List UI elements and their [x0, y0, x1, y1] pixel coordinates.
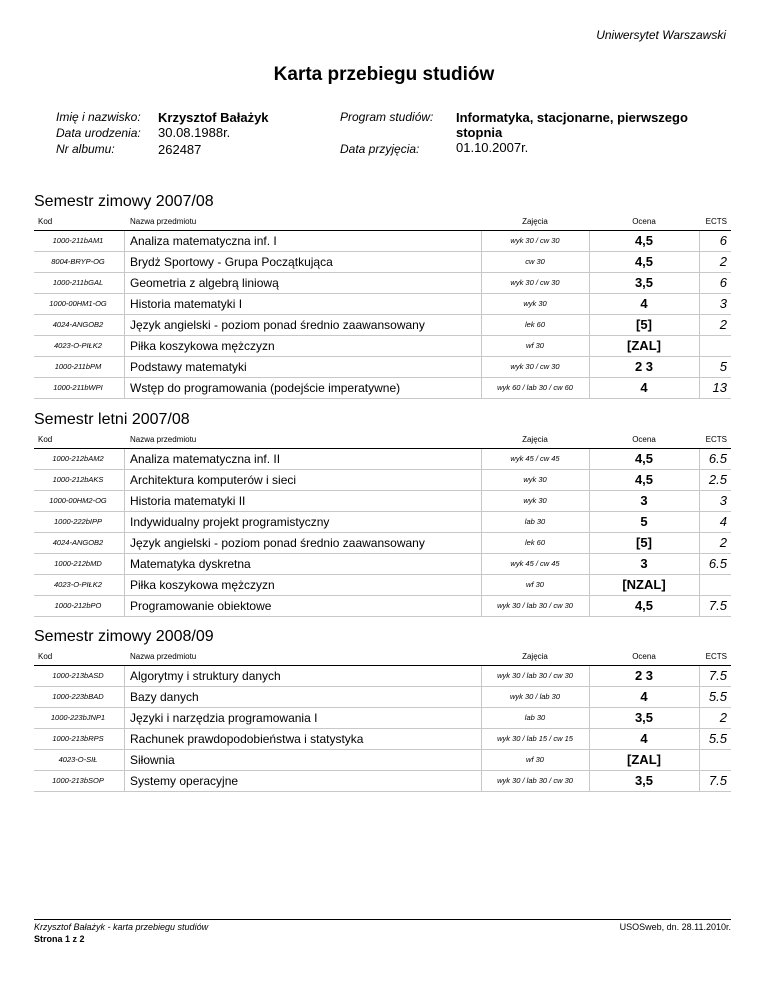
course-classes: wyk 30 / lab 30 / cw 30 [497, 671, 573, 680]
column-divider [589, 512, 590, 532]
course-classes: wyk 30 / cw 30 [510, 278, 560, 287]
column-divider [124, 729, 125, 749]
column-divider [589, 273, 590, 293]
column-divider [699, 708, 700, 728]
column-divider [481, 750, 482, 770]
course-name: Podstawy matematyki [130, 360, 247, 374]
course-name: Indywidualny projekt programistyczny [130, 515, 330, 529]
column-divider [481, 771, 482, 791]
semester-table [34, 433, 731, 617]
course-classes: wyk 30 [523, 496, 547, 505]
column-header-grade: Ocena [632, 217, 656, 226]
program-name: Informatyka, stacjonarne, pierwszego stopnia [456, 110, 688, 140]
table-row [34, 750, 731, 771]
course-grade: [5] [636, 317, 652, 332]
column-divider [699, 315, 700, 335]
table-row [34, 512, 731, 533]
course-grade: 4 [640, 731, 648, 746]
course-grade: 4,5 [634, 233, 654, 248]
course-ects: 6.5 [708, 556, 727, 571]
column-divider [589, 708, 590, 728]
semester-table [34, 215, 731, 399]
column-divider [124, 666, 125, 686]
course-grade: [ZAL] [627, 752, 661, 767]
course-ects: 6.5 [708, 451, 727, 466]
course-name: Brydż Sportowy - Grupa Początkująca [130, 255, 333, 269]
course-code: 4023-O-SIŁ [58, 755, 98, 764]
column-divider [124, 470, 125, 490]
course-ects: 7.5 [708, 598, 727, 613]
column-divider [699, 357, 700, 377]
course-name: Analiza matematyczna inf. II [130, 452, 281, 466]
column-divider [589, 252, 590, 272]
column-divider [699, 554, 700, 574]
course-classes: wyk 30 / lab 30 [509, 692, 561, 701]
column-divider [589, 750, 590, 770]
table-header [34, 433, 731, 449]
course-classes: lab 30 [524, 517, 546, 526]
semester-title: Semestr zimowy 2007/08 [34, 193, 214, 210]
table-row [34, 596, 731, 617]
column-divider [699, 294, 700, 314]
table-row [34, 666, 731, 687]
column-divider [124, 575, 125, 595]
course-grade: 3,5 [634, 773, 654, 788]
column-divider [481, 294, 482, 314]
column-divider [124, 315, 125, 335]
column-divider [124, 252, 125, 272]
course-ects: 5.5 [708, 731, 727, 746]
column-divider [589, 470, 590, 490]
course-code: 4024-ANGOB2 [52, 320, 104, 329]
column-divider [699, 470, 700, 490]
column-divider [124, 357, 125, 377]
course-ects: 6 [719, 275, 727, 290]
birth-date-label: Data urodzenia: [56, 126, 141, 140]
course-grade: 4 [640, 296, 648, 311]
column-divider [699, 771, 700, 791]
column-divider [589, 533, 590, 553]
table-row [34, 729, 731, 750]
table-row [34, 554, 731, 575]
course-classes: cw 30 [525, 257, 545, 266]
column-divider [589, 687, 590, 707]
column-divider [589, 294, 590, 314]
column-divider [699, 533, 700, 553]
course-ects: 6 [719, 233, 727, 248]
column-divider [124, 294, 125, 314]
table-row [34, 708, 731, 729]
column-divider [589, 491, 590, 511]
course-code: 1000-213bASD [52, 671, 104, 680]
column-header-name: Nazwa przedmiotu [130, 217, 197, 226]
column-header-grade: Ocena [632, 435, 656, 444]
course-classes: wyk 45 / cw 45 [510, 559, 560, 568]
course-code: 1000-213bSOP [52, 776, 104, 785]
course-name: Język angielski - poziom ponad średnio zaawansowany [130, 318, 425, 332]
course-classes: lab 30 [524, 713, 546, 722]
course-classes: wyk 30 [523, 475, 547, 484]
course-grade: 3,5 [634, 710, 654, 725]
course-classes: wf 30 [526, 580, 544, 589]
course-name: Bazy danych [130, 690, 199, 704]
column-divider [481, 231, 482, 251]
course-name: Programowanie obiektowe [130, 599, 272, 613]
column-divider [699, 596, 700, 616]
column-divider [124, 449, 125, 469]
table-row [34, 357, 731, 378]
course-name: Algorytmy i struktury danych [130, 669, 281, 683]
footer-generated-date: USOSweb, dn. 28.11.2010r. [619, 922, 731, 932]
course-code: 1000-211bWPI [53, 383, 103, 392]
course-classes: lek 60 [524, 320, 545, 329]
column-divider [124, 512, 125, 532]
course-ects: 2 [719, 710, 727, 725]
admission-label: Data przyjęcia: [340, 142, 420, 156]
course-name: Język angielski - poziom ponad średnio zaawansowany [130, 536, 425, 550]
course-ects: 4 [719, 514, 727, 529]
course-ects: 2 [719, 254, 727, 269]
course-classes: wyk 60 / lab 30 / cw 60 [497, 383, 573, 392]
semester-title: Semestr letni 2007/08 [34, 411, 190, 428]
column-header-ects: ECTS [705, 652, 727, 661]
name-label: Imię i nazwisko: [56, 110, 141, 124]
table-row [34, 687, 731, 708]
course-classes: wyk 30 / lab 30 / cw 30 [497, 601, 573, 610]
table-row [34, 294, 731, 315]
course-code: 1000-211bPM [54, 362, 102, 371]
column-divider [589, 666, 590, 686]
course-ects: 2 [719, 535, 727, 550]
album-number: 262487 [158, 142, 202, 157]
course-grade: 5 [640, 514, 648, 529]
column-divider [699, 750, 700, 770]
course-name: Piłka koszykowa mężczyzn [130, 578, 275, 592]
course-grade: [NZAL] [622, 577, 666, 592]
column-divider [589, 315, 590, 335]
column-divider [124, 533, 125, 553]
course-code: 4023-O-PIŁK2 [54, 341, 102, 350]
album-label: Nr albumu: [56, 142, 115, 156]
course-code: 1000-00HM1-OG [49, 299, 107, 308]
column-divider [481, 449, 482, 469]
column-divider [589, 554, 590, 574]
column-divider [589, 336, 590, 356]
table-header [34, 215, 731, 231]
column-divider [699, 336, 700, 356]
course-code: 1000-223bJNP1 [50, 713, 106, 722]
column-divider [481, 533, 482, 553]
course-name: Historia matematyki I [130, 297, 243, 311]
course-classes: wyk 30 [523, 299, 547, 308]
column-divider [699, 449, 700, 469]
table-row [34, 491, 731, 512]
column-divider [481, 554, 482, 574]
course-code: 1000-212bAKS [52, 475, 104, 484]
column-header-name: Nazwa przedmiotu [130, 435, 197, 444]
course-grade: 4 [640, 689, 648, 704]
course-classes: wf 30 [526, 755, 544, 764]
course-ects: 3 [719, 296, 727, 311]
column-divider [589, 357, 590, 377]
semester-title: Semestr zimowy 2008/09 [34, 628, 214, 645]
column-divider [124, 273, 125, 293]
course-name: Języki i narzędzia programowania I [130, 711, 318, 725]
course-grade: 3 [640, 493, 648, 508]
course-classes: wyk 30 / lab 15 / cw 15 [497, 734, 573, 743]
course-classes: wyk 30 / cw 30 [510, 362, 560, 371]
column-divider [699, 687, 700, 707]
course-classes: wyk 30 / lab 30 / cw 30 [497, 776, 573, 785]
column-header-code: Kod [38, 217, 53, 226]
course-grade: [ZAL] [627, 338, 661, 353]
column-divider [481, 491, 482, 511]
course-name: Historia matematyki II [130, 494, 246, 508]
column-divider [124, 750, 125, 770]
course-classes: wf 30 [526, 341, 544, 350]
column-divider [481, 687, 482, 707]
column-header-code: Kod [38, 435, 53, 444]
course-ects: 13 [712, 380, 727, 395]
student-name: Krzysztof Bałażyk [158, 110, 269, 125]
course-grade: 4,5 [634, 451, 654, 466]
footer-document-name: Krzysztof Bałażyk - karta przebiegu studiów [34, 922, 209, 932]
table-row [34, 771, 731, 792]
column-divider [699, 252, 700, 272]
column-divider [589, 596, 590, 616]
admission-date: 01.10.2007r. [456, 140, 529, 155]
column-header-grade: Ocena [632, 652, 656, 661]
course-code: 1000-212bMD [54, 559, 102, 568]
university-name: Uniwersytet Warszawski [596, 28, 726, 42]
course-grade: 3 [640, 556, 648, 571]
column-divider [589, 575, 590, 595]
column-divider [481, 336, 482, 356]
course-code: 1000-00HM2-OG [49, 496, 107, 505]
column-header-name: Nazwa przedmiotu [130, 652, 197, 661]
column-divider [124, 336, 125, 356]
course-name: Geometria z algebrą liniową [130, 276, 279, 290]
course-name: Systemy operacyjne [130, 774, 239, 788]
column-divider [699, 491, 700, 511]
program-label: Program studiów: [340, 110, 434, 124]
column-header-classes: Zajęcia [522, 217, 548, 226]
column-divider [481, 666, 482, 686]
course-ects: 2 [719, 317, 727, 332]
column-divider [481, 470, 482, 490]
column-header-classes: Zajęcia [522, 652, 548, 661]
column-divider [699, 512, 700, 532]
table-row [34, 470, 731, 491]
course-ects: 3 [719, 493, 727, 508]
column-divider [481, 378, 482, 398]
column-divider [699, 273, 700, 293]
birth-date: 30.08.1988r. [158, 125, 231, 140]
semester-table [34, 650, 731, 792]
column-divider [124, 596, 125, 616]
table-row [34, 336, 731, 357]
course-code: 8004-BRYP-OG [51, 257, 105, 266]
column-divider [124, 231, 125, 251]
course-grade: [5] [636, 535, 652, 550]
column-divider [124, 771, 125, 791]
column-divider [589, 729, 590, 749]
column-divider [481, 315, 482, 335]
course-grade: 3,5 [634, 275, 654, 290]
table-row [34, 449, 731, 470]
column-divider [481, 729, 482, 749]
column-divider [481, 512, 482, 532]
column-divider [481, 596, 482, 616]
course-name: Rachunek prawdopodobieństwa i statystyka [130, 732, 364, 746]
footer-divider [34, 919, 731, 920]
column-divider [481, 252, 482, 272]
table-row [34, 315, 731, 336]
table-row [34, 378, 731, 399]
column-divider [124, 687, 125, 707]
column-divider [699, 378, 700, 398]
table-header [34, 650, 731, 666]
column-header-code: Kod [38, 652, 53, 661]
course-name: Matematyka dyskretna [130, 557, 251, 571]
column-divider [699, 231, 700, 251]
column-divider [699, 729, 700, 749]
column-divider [124, 491, 125, 511]
course-ects: 5 [719, 359, 727, 374]
page-title: Karta przebiegu studiów [273, 64, 495, 85]
column-divider [699, 666, 700, 686]
course-code: 1000-212bPO [54, 601, 102, 610]
course-grade: 2 3 [634, 359, 654, 374]
column-divider [481, 708, 482, 728]
course-name: Piłka koszykowa mężczyzn [130, 339, 275, 353]
column-header-ects: ECTS [705, 435, 727, 444]
table-row [34, 231, 731, 252]
column-divider [589, 771, 590, 791]
course-code: 1000-212bAM2 [52, 454, 104, 463]
course-ects: 7.5 [708, 668, 727, 683]
course-code: 1000-211bAM1 [52, 236, 104, 245]
table-row [34, 273, 731, 294]
course-name: Architektura komputerów i sieci [130, 473, 297, 487]
course-code: 4023-O-PIŁK2 [54, 580, 102, 589]
course-classes: wyk 45 / cw 45 [510, 454, 560, 463]
table-row [34, 252, 731, 273]
course-grade: 4,5 [634, 598, 654, 613]
column-divider [124, 708, 125, 728]
course-classes: wyk 30 / cw 30 [510, 236, 560, 245]
course-code: 4024-ANGOB2 [52, 538, 104, 547]
column-divider [124, 554, 125, 574]
course-classes: lek 60 [524, 538, 545, 547]
course-code: 1000-213bRPS [52, 734, 104, 743]
course-name: Analiza matematyczna inf. I [130, 234, 277, 248]
column-divider [124, 378, 125, 398]
course-ects: 5.5 [708, 689, 727, 704]
table-row [34, 575, 731, 596]
course-code: 1000-211bGAL [52, 278, 104, 287]
column-divider [481, 273, 482, 293]
course-ects: 2.5 [708, 472, 727, 487]
column-header-classes: Zajęcia [522, 435, 548, 444]
column-divider [589, 378, 590, 398]
course-grade: 4,5 [634, 472, 654, 487]
course-grade: 4,5 [634, 254, 654, 269]
footer-page-number: Strona 1 z 2 [34, 934, 85, 944]
course-code: 1000-222bIPP [54, 517, 102, 526]
course-ects: 7.5 [708, 773, 727, 788]
column-divider [481, 357, 482, 377]
course-grade: 4 [640, 380, 648, 395]
table-row [34, 533, 731, 554]
column-divider [699, 575, 700, 595]
column-header-ects: ECTS [705, 217, 727, 226]
column-divider [589, 449, 590, 469]
course-grade: 2 3 [634, 668, 654, 683]
course-name: Wstęp do programowania (podejście imperatywne) [130, 381, 401, 395]
course-code: 1000-223bBAD [52, 692, 104, 701]
column-divider [481, 575, 482, 595]
course-name: Siłownia [130, 753, 175, 767]
column-divider [589, 231, 590, 251]
